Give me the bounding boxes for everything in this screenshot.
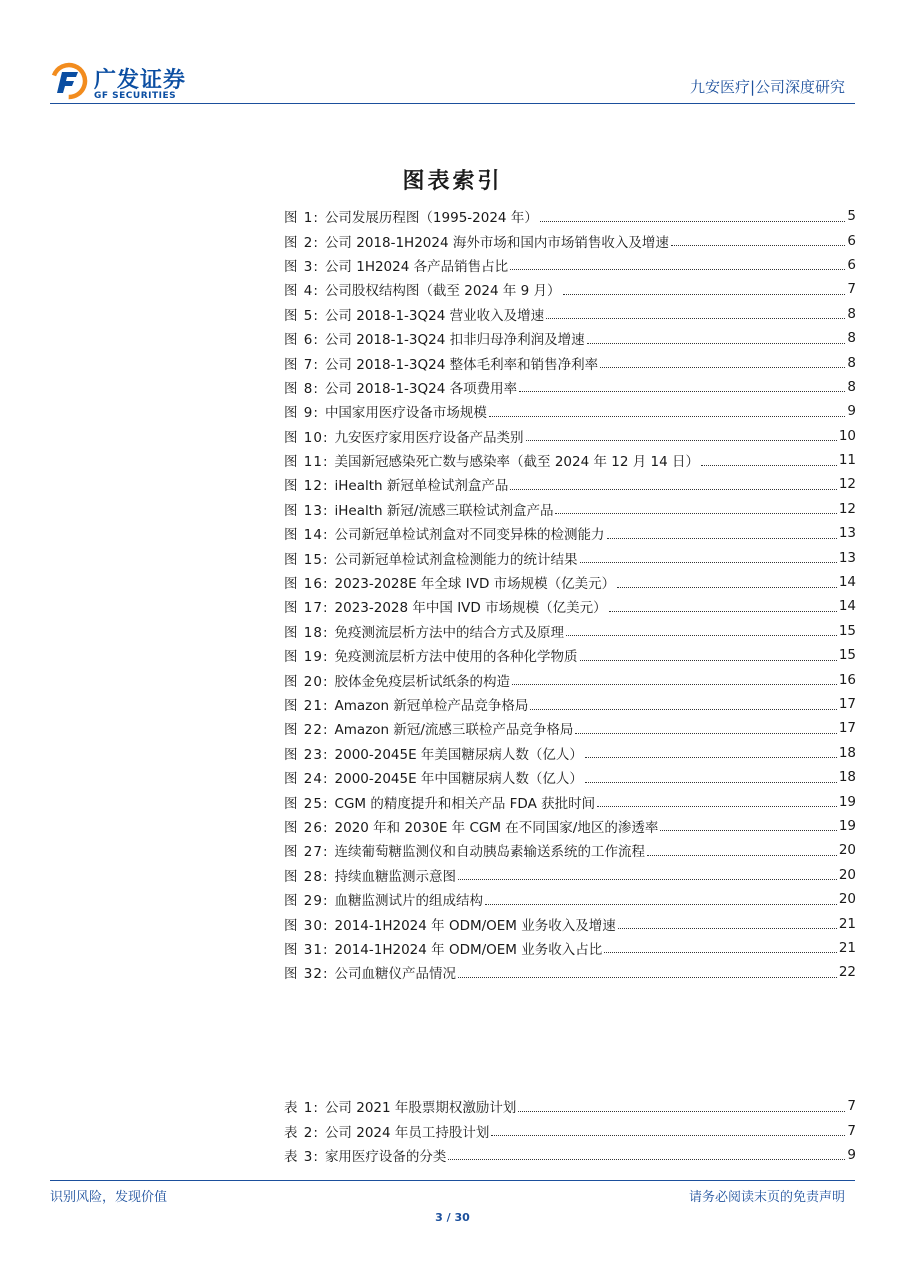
figure-index-entry[interactable] <box>284 375 856 399</box>
figure-index-entry[interactable] <box>284 521 856 545</box>
gf-logo-icon <box>50 62 88 100</box>
dot-leader <box>512 684 837 685</box>
entry-title: 2020 年和 2030E 年 CGM 在不同国家/地区的渗透率 <box>334 819 659 836</box>
figure-index-entry[interactable] <box>284 643 856 667</box>
table-index-list <box>284 1094 856 1167</box>
table-index-entry[interactable] <box>284 1143 856 1167</box>
entry-title: 2014-1H2024 年 ODM/OEM 业务收入占比 <box>334 941 603 958</box>
entry-number: 图 28: <box>284 868 329 885</box>
entry-title: 公司新冠单检试剂盒检测能力的统计结果 <box>334 551 578 568</box>
entry-title: 公司 2021 年股票期权激励计划 <box>324 1100 517 1117</box>
entry-title: 免疫测流层析方法中使用的各种化学物质 <box>334 649 578 666</box>
entry-page-number: 6 <box>847 232 856 249</box>
entry-number: 图 23: <box>284 746 329 763</box>
entry-title: 2023-2028 年中国 IVD 市场规模（亿美元） <box>334 600 607 617</box>
entry-page-number: 20 <box>838 891 856 908</box>
entry-page-number: 19 <box>838 793 856 810</box>
entry-number: 图 19: <box>284 649 329 666</box>
entry-number: 图 26: <box>284 819 329 836</box>
entry-page-number: 12 <box>838 500 856 517</box>
entry-page-number: 18 <box>838 769 856 786</box>
gf-securities-logo <box>50 62 200 104</box>
entry-title: 免疫测流层析方法中的结合方式及原理 <box>334 624 565 641</box>
figure-index-entry[interactable] <box>284 838 856 862</box>
entry-number: 表 2: <box>284 1124 319 1141</box>
entry-page-number: 10 <box>838 427 856 444</box>
entry-number: 图 18: <box>284 624 329 641</box>
entry-page-number: 17 <box>838 720 856 737</box>
entry-page-number: 19 <box>838 817 856 834</box>
entry-number: 图 6: <box>284 332 319 349</box>
figure-index-entry[interactable] <box>284 424 856 448</box>
figure-index-entry[interactable] <box>284 936 856 960</box>
entry-page-number: 8 <box>847 330 856 347</box>
dot-leader <box>526 440 837 441</box>
entry-page-number: 13 <box>838 549 856 566</box>
entry-number: 图 3: <box>284 258 319 275</box>
dot-leader <box>609 611 837 612</box>
figure-index-entry[interactable] <box>284 619 856 643</box>
entry-page-number: 22 <box>838 964 856 981</box>
entry-page-number: 7 <box>847 281 856 298</box>
entry-number: 表 3: <box>284 1148 319 1165</box>
figure-index-entry[interactable] <box>284 253 856 277</box>
dot-leader <box>575 733 836 734</box>
entry-page-number: 16 <box>838 671 856 688</box>
entry-title: 公司 2018-1-3Q24 扣非归母净利润及增速 <box>324 332 585 349</box>
entry-page-number: 17 <box>838 696 856 712</box>
entry-title: 2000-2045E 年中国糖尿病人数（亿人） <box>334 771 583 788</box>
entry-number: 图 21: <box>284 698 329 714</box>
figure-index-entry[interactable] <box>284 716 856 740</box>
figure-index-entry[interactable] <box>284 887 856 911</box>
entry-page-number: 8 <box>847 305 856 322</box>
dot-leader <box>647 855 837 856</box>
entry-number: 表 1: <box>284 1100 319 1117</box>
logo-chinese-text: 广发证券 <box>94 68 187 93</box>
figure-index-entry[interactable] <box>284 692 856 716</box>
dot-leader <box>563 294 846 295</box>
dot-leader <box>660 830 836 831</box>
figure-index-entry[interactable] <box>284 350 856 374</box>
figure-index-entry[interactable] <box>284 765 856 789</box>
entry-number: 图 9: <box>284 405 319 422</box>
dot-leader <box>458 977 837 978</box>
entry-title: 九安医疗家用医疗设备产品类别 <box>334 429 524 446</box>
entry-number: 图 25: <box>284 795 329 812</box>
dot-leader <box>485 904 837 905</box>
entry-title: 美国新冠感染死亡数与感染率（截至 2024 年 12 月 14 日） <box>334 454 699 471</box>
entry-page-number: 7 <box>847 1098 856 1115</box>
entry-title: 公司 2018-1-3Q24 整体毛利率和销售净利率 <box>324 356 599 373</box>
figure-index-entry[interactable] <box>284 204 856 228</box>
entry-number: 图 12: <box>284 478 329 495</box>
dot-leader <box>489 416 845 417</box>
entry-number: 图 1: <box>284 210 319 227</box>
entry-title: 2014-1H2024 年 ODM/OEM 业务收入及增速 <box>334 917 616 934</box>
dot-leader <box>580 660 837 661</box>
entry-title: 公司股权结构图（截至 2024 年 9 月） <box>324 283 561 300</box>
entry-title: 公司 2024 年员工持股计划 <box>324 1124 490 1141</box>
entry-page-number: 11 <box>838 452 856 469</box>
entry-number: 图 22: <box>284 722 329 739</box>
entry-page-number: 8 <box>847 354 856 371</box>
entry-title: 家用医疗设备的分类 <box>324 1148 447 1165</box>
figure-index-entry[interactable] <box>284 814 856 838</box>
figure-index-entry[interactable] <box>284 472 856 496</box>
dot-leader <box>510 489 836 490</box>
dot-leader <box>604 952 837 953</box>
entry-page-number: 21 <box>838 915 856 932</box>
entry-number: 图 16: <box>284 576 329 593</box>
dot-leader <box>617 587 837 588</box>
entry-page-number: 14 <box>838 598 856 615</box>
entry-number: 图 32: <box>284 966 329 983</box>
entry-page-number: 20 <box>838 842 856 859</box>
entry-title: 2023-2028E 年全球 IVD 市场规模（亿美元） <box>334 576 616 593</box>
entry-number: 图 10: <box>284 429 329 446</box>
figure-index-entry[interactable] <box>284 302 856 326</box>
dot-leader <box>546 318 845 319</box>
figure-index-entry[interactable] <box>284 570 856 594</box>
dot-leader <box>540 221 846 222</box>
dot-leader <box>585 757 837 758</box>
figure-index-entry[interactable] <box>284 911 856 935</box>
footer-disclaimer-note: 请务必阅读末页的免责声明 <box>688 1190 845 1205</box>
footer-slogan: 识别风险，发现价值 <box>50 1190 168 1205</box>
table-index-entry[interactable] <box>284 1094 856 1118</box>
entry-title: 公司 1H2024 各产品销售占比 <box>324 258 509 275</box>
entry-number: 图 27: <box>284 844 329 861</box>
dot-leader <box>555 513 836 514</box>
entry-title: 中国家用医疗设备市场规模 <box>324 405 487 422</box>
entry-number: 图 15: <box>284 551 329 568</box>
entry-page-number: 8 <box>847 378 856 395</box>
entry-title: 血糖监测试片的组成结构 <box>334 893 484 910</box>
footer-divider <box>50 1180 855 1181</box>
entry-number: 图 11: <box>284 454 329 471</box>
entry-number: 图 2: <box>284 234 319 251</box>
entry-page-number: 21 <box>838 939 856 956</box>
figure-index-entry[interactable] <box>284 326 856 350</box>
entry-title: 持续血糖监测示意图 <box>334 868 457 885</box>
figure-index-entry[interactable] <box>284 594 856 618</box>
logo-english-text: GF SECURITIES <box>94 91 177 101</box>
entry-page-number: 14 <box>838 574 856 591</box>
dot-leader <box>519 391 845 392</box>
dot-leader <box>448 1159 845 1160</box>
figure-index-entry[interactable] <box>284 863 856 887</box>
entry-page-number: 15 <box>838 622 856 639</box>
table-index-entry[interactable] <box>284 1118 856 1142</box>
entry-page-number: 7 <box>847 1122 856 1139</box>
entry-title: Amazon 新冠/流感三联检产品竞争格局 <box>334 722 574 739</box>
entry-title: 胶体金免疫层析试纸条的构造 <box>334 673 511 690</box>
figure-index-list <box>284 204 856 985</box>
figure-index-entry[interactable] <box>284 399 856 423</box>
page-number: 3 / 30 <box>435 1211 470 1224</box>
dot-leader <box>607 538 837 539</box>
entry-title: 公司血糖仪产品情况 <box>334 966 457 983</box>
page-title: 图表索引 <box>402 169 503 194</box>
entry-page-number: 6 <box>847 256 856 273</box>
dot-leader <box>701 465 837 466</box>
dot-leader <box>510 269 845 270</box>
entry-title: 2000-2045E 年美国糖尿病人数（亿人） <box>334 746 583 763</box>
entry-title: 公司 2018-1H2024 海外市场和国内市场销售收入及增速 <box>324 234 669 251</box>
dot-leader <box>671 245 846 246</box>
entry-number: 图 30: <box>284 917 329 934</box>
dot-leader <box>618 928 837 929</box>
dot-leader <box>518 1111 845 1112</box>
entry-title: 公司发展历程图（1995-2024 年） <box>324 210 538 227</box>
entry-number: 图 8: <box>284 380 319 397</box>
figure-index-entry[interactable] <box>284 667 856 691</box>
dot-leader <box>587 343 846 344</box>
entry-page-number: 13 <box>838 525 856 542</box>
figure-index-entry[interactable] <box>284 960 856 984</box>
entry-number: 图 29: <box>284 893 329 910</box>
dot-leader <box>491 1135 845 1136</box>
entry-title: Amazon 新冠单检产品竞争格局 <box>334 698 529 714</box>
dot-leader <box>458 879 837 880</box>
entry-number: 图 4: <box>284 283 319 300</box>
dot-leader <box>585 782 837 783</box>
entry-page-number: 9 <box>847 1146 856 1163</box>
entry-title: 公司新冠单检试剂盒对不同变异株的检测能力 <box>334 527 605 544</box>
entry-title: CGM 的精度提升和相关产品 FDA 获批时间 <box>334 795 596 812</box>
entry-number: 图 31: <box>284 941 329 958</box>
figure-index-entry[interactable] <box>284 228 856 252</box>
entry-number: 图 20: <box>284 673 329 690</box>
entry-page-number: 20 <box>838 866 856 883</box>
header-divider <box>50 103 855 104</box>
figure-index-entry[interactable] <box>284 741 856 765</box>
entry-number: 图 17: <box>284 600 329 617</box>
entry-title: 公司 2018-1-3Q24 营业收入及增速 <box>324 307 545 324</box>
figure-index-entry[interactable] <box>284 497 856 521</box>
entry-page-number: 12 <box>838 476 856 493</box>
report-header-title: 九安医疗|公司深度研究 <box>689 78 845 96</box>
entry-number: 图 13: <box>284 502 329 519</box>
dot-leader <box>566 635 837 636</box>
entry-page-number: 15 <box>838 647 856 664</box>
entry-title: iHealth 新冠/流感三联检试剂盒产品 <box>334 502 554 519</box>
figure-index-entry[interactable] <box>284 789 856 813</box>
dot-leader <box>600 367 845 368</box>
dot-leader <box>580 562 837 563</box>
entry-number: 图 24: <box>284 771 329 788</box>
entry-page-number: 18 <box>838 744 856 761</box>
figure-index-entry[interactable] <box>284 277 856 301</box>
entry-title: 连续葡萄糖监测仪和自动胰岛素输送系统的工作流程 <box>334 844 646 861</box>
dot-leader <box>597 806 837 807</box>
entry-page-number: 5 <box>847 208 856 225</box>
entry-number: 图 7: <box>284 356 319 373</box>
entry-page-number: 9 <box>847 403 856 420</box>
entry-number: 图 14: <box>284 527 329 544</box>
entry-number: 图 5: <box>284 307 319 324</box>
entry-title: 公司 2018-1-3Q24 各项费用率 <box>324 380 518 397</box>
figure-index-entry[interactable] <box>284 545 856 569</box>
entry-title: iHealth 新冠单检试剂盒产品 <box>334 478 509 495</box>
dot-leader <box>530 709 836 710</box>
figure-index-entry[interactable] <box>284 448 856 472</box>
